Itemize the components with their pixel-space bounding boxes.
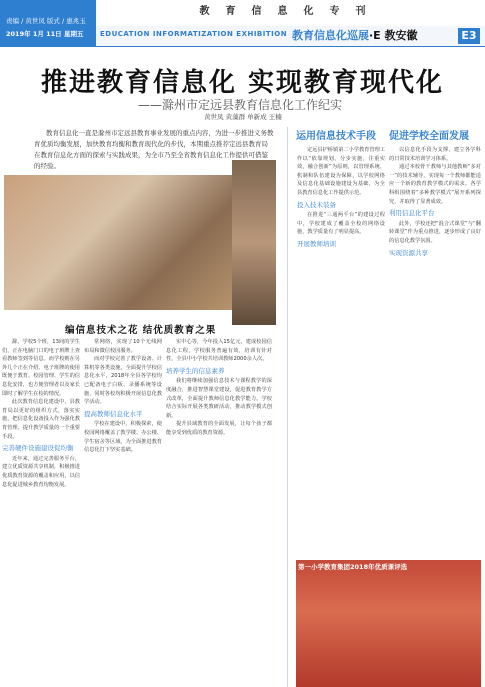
column-name	[292, 27, 418, 43]
column-name-main: 教育信息化巡展	[292, 29, 369, 42]
paragraph: 常网络，实现了10个无线网布局和微信校园服务。	[84, 339, 162, 354]
event-banner-text: 第一小学教育集团2018年优质课评选	[298, 563, 408, 571]
section-heading: 实现资源共享	[389, 248, 428, 257]
section-heading: 利用信息化平台	[389, 209, 435, 218]
section-title-develop: 促进学校全面发展	[389, 131, 469, 142]
paragraph: 提升县域教育的全面发展，让每个孩子都能享受到优质的教育资源。	[166, 421, 272, 436]
classroom-photo	[4, 175, 234, 310]
body-column-4	[297, 146, 385, 251]
paragraph: 以信息化手段为支撑，建立各学科的日常技术培训学习体系。	[389, 147, 481, 162]
column-name-suffix: ·E 教安徽	[369, 29, 418, 42]
column-divider	[287, 127, 288, 687]
paragraph: 实中心等，今年投入15亿元，建成校园信息化工程，学校服务普遍有效，培训有针对性，全县中小学校共培训教师2000余人次。	[166, 339, 272, 363]
section-title-tech: 运用信息技术手段	[296, 131, 376, 142]
paragraph: 在推进“三通两平台”的建设过程中，学校建成了覆盖全校的网络设施，教学质量有了明显提高。	[297, 212, 385, 236]
body-column-5	[389, 146, 481, 259]
paragraph: 我们将继续加强信息技术与课程教学的深度融合，推进智慧课堂建设，促进教育教学方式改革，全面提升教师信息化教学能力。学校结合实际开展各类教研活动，推动教学模式创新。	[166, 378, 272, 419]
paragraph: 定远县护桥镇第二小学教育管理工作以“依靠规划，分步实施，注重实效，融合创新”为原则，以管理系统、机制和队伍建设为保障，以学校网络及信息化基础设施建设为基础，为全县教育信息化工作提供示范。	[297, 147, 385, 196]
editor-line: 责编 / 黄世凤 版式 / 惠兆玉	[6, 17, 86, 25]
article-authors: 黄世凤 黄藻群 单新成 王楠	[204, 113, 282, 121]
paragraph: 学校在建设中，积极探索，使校园网络覆盖了教学楼、办公楼、学生宿舍等区域，为全面推进教育信息化打下坚实基础。	[84, 421, 162, 454]
header-title-cn: 教育信息化专刊	[199, 6, 382, 17]
section-heading: 开展教师培训	[297, 239, 336, 248]
paragraph: 而对学校完善了教学设备、计算机等各类设施，全面提升学校信息化水平，2018年全县各学校均已配备电子白板、录播系统等设施，同时各校均积极开展信息化教学活动。	[84, 356, 162, 406]
paragraph: 此外，学校还把“混合式课堂”与“翻转课堂”作为重点推进，逐步形成了良好的信息化教学氛围。	[389, 220, 481, 244]
paragraph: 滁，学校5个班，13间的学生们，正在电脑门口的电子班牌上查看教师签到等信息。而学校则在另外几个正在介绍。电子班牌的使用既便于教育、校园管理、学生的信息化安排，也方便管理者以及家长即时了解学生在校的情况。	[2, 339, 80, 397]
section-heading: 完善硬件设施建设促均衡	[2, 444, 74, 453]
article-title: 推进教育信息化 实现教育现代化	[40, 68, 445, 98]
event-photo	[296, 560, 481, 687]
side-photo	[232, 160, 276, 325]
body-column-3	[166, 338, 272, 438]
page-number: E3	[458, 28, 480, 44]
article-intro: 教育信息化一直是滁州市定远县教育事业发展的重点内容，为进一步推进义务教育优质均衡发展，加快教育均衡和教育现代化的步伐，本期重点推荐定远县教育局在教育信息化方面的探索与实践成果，为全市乃至全省教育信息化工作提供可借鉴的经验。	[34, 129, 274, 170]
paragraph: 此次教育信息化建设中，县教育局以更好的组织方式，落实实施，把信息化设备投入作为强化教育管理、提升教学质量的一个重要手段。	[2, 399, 80, 440]
issue-date: 2019年 1月 11日 星期五	[6, 30, 84, 38]
header-divider	[0, 46, 485, 47]
paragraph: 近年来，通过完善服务平台，建立优质资源共享机制，积极推进优质教育资源的覆盖和应用，以信息化促进城乡教育均衡发展。	[2, 455, 80, 488]
section-heading: 培养学生的信息素养	[166, 366, 225, 375]
header-info-block	[0, 0, 96, 46]
paragraph: 通过本校骨干教师与其他教师“多对一”的技术辅导，实现每一个教师都能适应一个新的教育教学模式的需求。各学科组围绕着“多种教学模式”展开系列探究，并取得了显著成效。	[389, 164, 481, 205]
article-subtitle: ——滁州市定远县教育信息化工作纪实	[138, 98, 343, 112]
body-column-1	[2, 338, 80, 489]
header-title-en: EDUCATION INFORMATIZATION EXHIBITION	[100, 30, 288, 38]
section-heading: 提高教师信息化水平	[84, 409, 143, 418]
section-heading: 投入技术装备	[297, 200, 336, 209]
body-column-2	[84, 338, 162, 455]
photo-caption: 编信息技术之花 结优质教育之果	[65, 325, 217, 336]
